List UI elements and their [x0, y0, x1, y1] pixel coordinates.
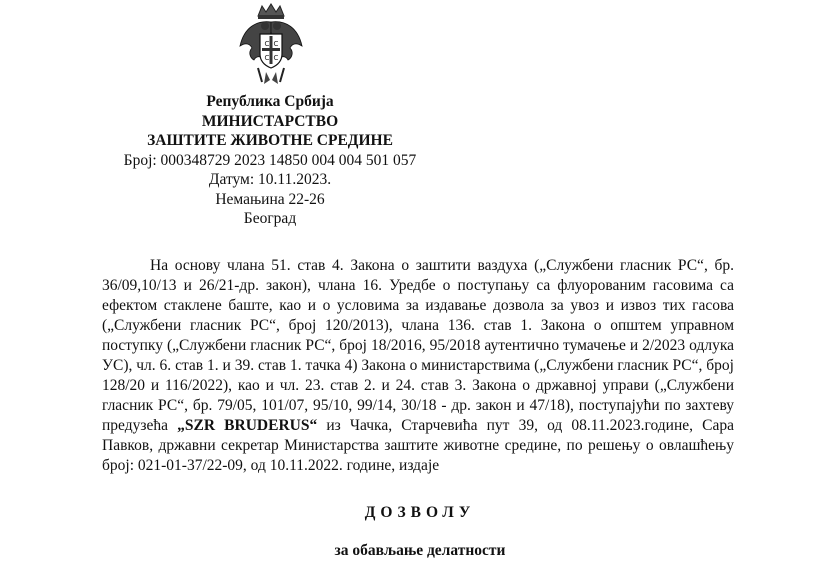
ministry-city: Београд — [243, 210, 297, 227]
document-subtitle: за обављање делатности — [334, 542, 506, 559]
ministry-address: Немањина 22-26 — [215, 190, 325, 208]
document-title: ДОЗВОЛУ — [364, 504, 476, 521]
document-body — [102, 256, 734, 476]
company-name: „SZR BRUDERUS“ — [177, 417, 318, 434]
svg-text:С: С — [273, 54, 279, 62]
body-text-after: из Чачка, Старчевића пут 39, од 08.11.2023.године, Сара Павков, државни секретар Министарства заштите животне средине, по решењу о овлашћењу број: 021-01-37/22-09, од 10.11.2022. године, издаје — [102, 417, 734, 474]
svg-text:С: С — [273, 40, 279, 48]
document-number: Број: 000348729 2023 14850 004 004 501 057 — [123, 151, 417, 169]
ministry-name-line2: ЗАШТИТЕ ЖИВОТНЕ СРЕДИНЕ — [147, 132, 393, 149]
country-name: Република Србија — [206, 93, 334, 110]
document-date: Датум: 10.11.2023. — [208, 171, 332, 188]
document-header — [110, 92, 430, 229]
body-paragraph — [102, 256, 734, 476]
coat-of-arms-icon — [236, 2, 306, 88]
svg-text:С: С — [264, 40, 270, 48]
body-text-before: На основу члана 51. став 4. Закона о заштити ваздуха („Службени гласник РС“, бр. 36/09,10/13 и 26/21-др. закон), члана 16. Уредбе о поступању са флуорованим гасовима са ефектом стаклене баште, као и о условима за издавање дозвола за увоз и извоз тих гасова („Службени гласник РС“, број 120/2013), члана 136. став 1. Закона о општем управном поступку („Службени гласник РС“, број 18/2016, 95/2018 аутентично тумачење и 2/2023 одлука УС), чл. 6. став 1. и 39. став 1. тачка 4) Закона о министарствима („Службени гласник РС“, број 128/20 и 116/2022), као и чл. 23. став 2. и 24. став 3. Закона о државној управи („Службени гласник РС“, бр. 79/05, 101/07, 95/10, 99/14, 30/18 - др. закон и 47/18), поступајући по захтеву предузећа — [102, 257, 734, 434]
ministry-name-line1: МИНИСТАРСТВО — [201, 112, 339, 130]
svg-text:С: С — [264, 54, 270, 62]
